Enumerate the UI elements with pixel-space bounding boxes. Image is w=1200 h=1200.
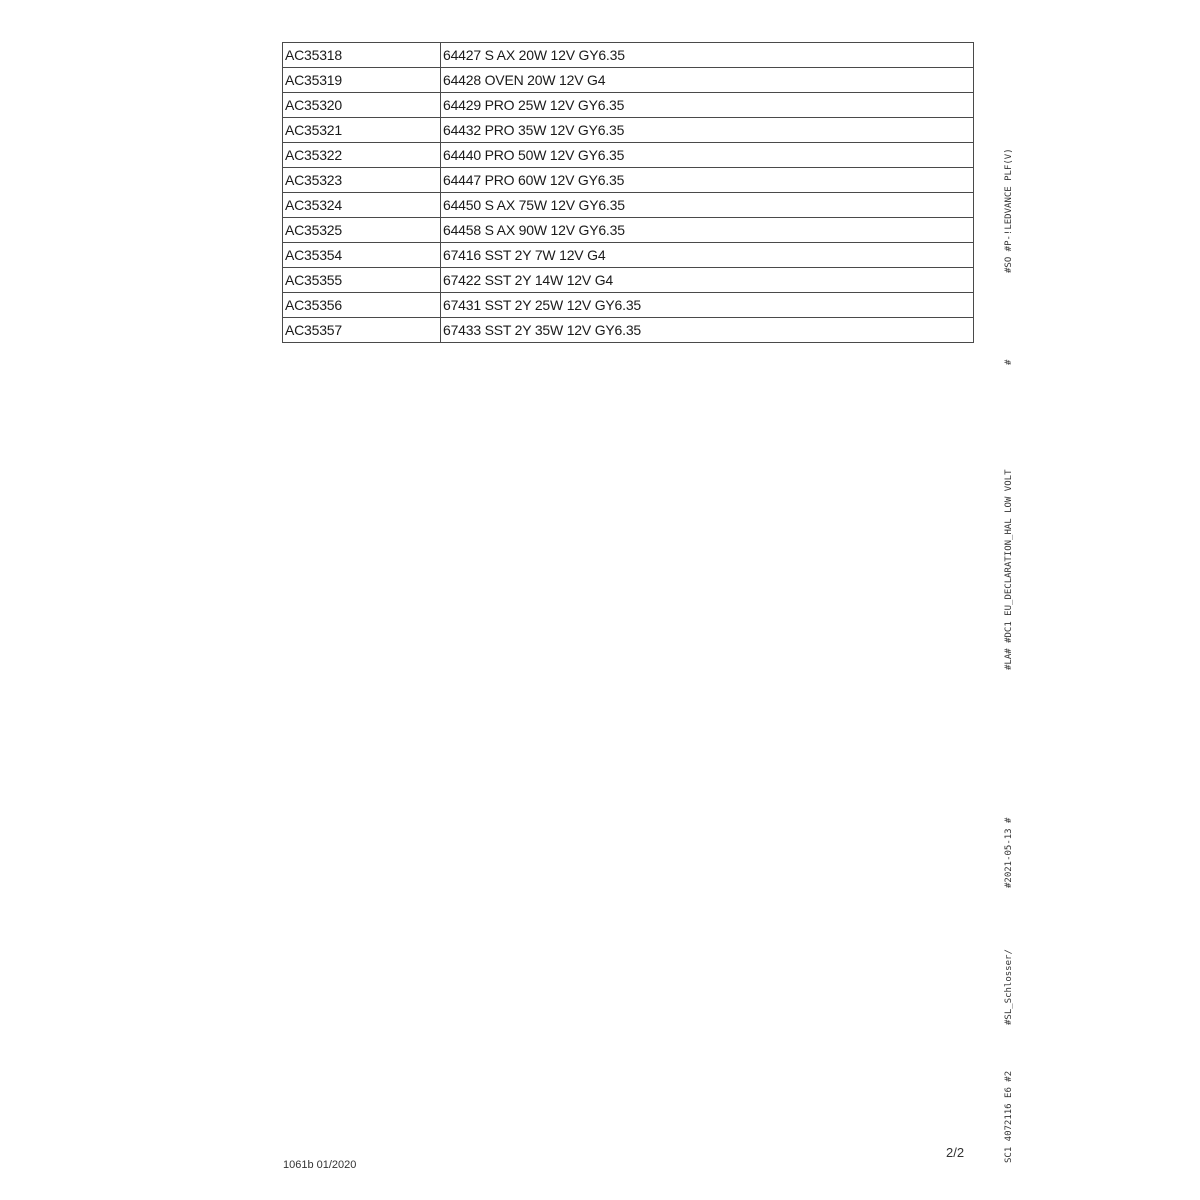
- product-description-cell: 64432 PRO 35W 12V GY6.35: [441, 118, 974, 143]
- product-description-cell: 67433 SST 2Y 35W 12V GY6.35: [441, 318, 974, 343]
- product-code-cell: AC35318: [283, 43, 441, 68]
- product-table-body: [283, 43, 974, 343]
- table-row: [283, 293, 974, 318]
- product-description-cell: 64429 PRO 25W 12V GY6.35: [441, 93, 974, 118]
- table-row: [283, 143, 974, 168]
- table-row: [283, 168, 974, 193]
- side-strip-text: #SO #P-!LEDVANCE PLF(V): [1004, 148, 1014, 273]
- document-code: 1061b 01/2020: [283, 1159, 357, 1171]
- product-description-cell: 64447 PRO 60W 12V GY6.35: [441, 168, 974, 193]
- table-row: [283, 118, 974, 143]
- product-code-cell: AC35322: [283, 143, 441, 168]
- side-strip-text: #LA# #DC1 EU_DECLARATION_HAL LOW VOLT: [1004, 469, 1014, 670]
- product-description-cell: 67416 SST 2Y 7W 12V G4: [441, 243, 974, 268]
- product-description-cell: 64458 S AX 90W 12V GY6.35: [441, 218, 974, 243]
- side-strip-date: #2021-05-13 #: [1004, 817, 1014, 888]
- side-strip-author: #SL_Schlosser/: [1004, 949, 1014, 1025]
- product-code-cell: AC35323: [283, 168, 441, 193]
- product-code-cell: AC35356: [283, 293, 441, 318]
- product-code-cell: AC35320: [283, 93, 441, 118]
- side-strip-doc-id: SC1 4072116 E6 #2: [1004, 1070, 1014, 1163]
- product-description-cell: 64427 S AX 20W 12V GY6.35: [441, 43, 974, 68]
- table-row: [283, 268, 974, 293]
- product-description-cell: 67431 SST 2Y 25W 12V GY6.35: [441, 293, 974, 318]
- table-row: [283, 243, 974, 268]
- product-code-cell: AC35325: [283, 218, 441, 243]
- product-code-cell: AC35324: [283, 193, 441, 218]
- table-row: [283, 318, 974, 343]
- product-description-cell: 67422 SST 2Y 14W 12V G4: [441, 268, 974, 293]
- product-code-cell: AC35355: [283, 268, 441, 293]
- product-code-cell: AC35354: [283, 243, 441, 268]
- product-code-cell: AC35319: [283, 68, 441, 93]
- product-description-cell: 64428 OVEN 20W 12V G4: [441, 68, 974, 93]
- page-number: 2/2: [946, 1145, 965, 1160]
- table-row: [283, 43, 974, 68]
- table-row: [283, 93, 974, 118]
- table-row: [283, 218, 974, 243]
- product-table: [282, 42, 974, 343]
- product-code-cell: AC35321: [283, 118, 441, 143]
- product-description-cell: 64450 S AX 75W 12V GY6.35: [441, 193, 974, 218]
- product-code-cell: AC35357: [283, 318, 441, 343]
- product-description-cell: 64440 PRO 50W 12V GY6.35: [441, 143, 974, 168]
- table-row: [283, 68, 974, 93]
- side-strip-text: #: [1004, 359, 1014, 365]
- table-row: [283, 193, 974, 218]
